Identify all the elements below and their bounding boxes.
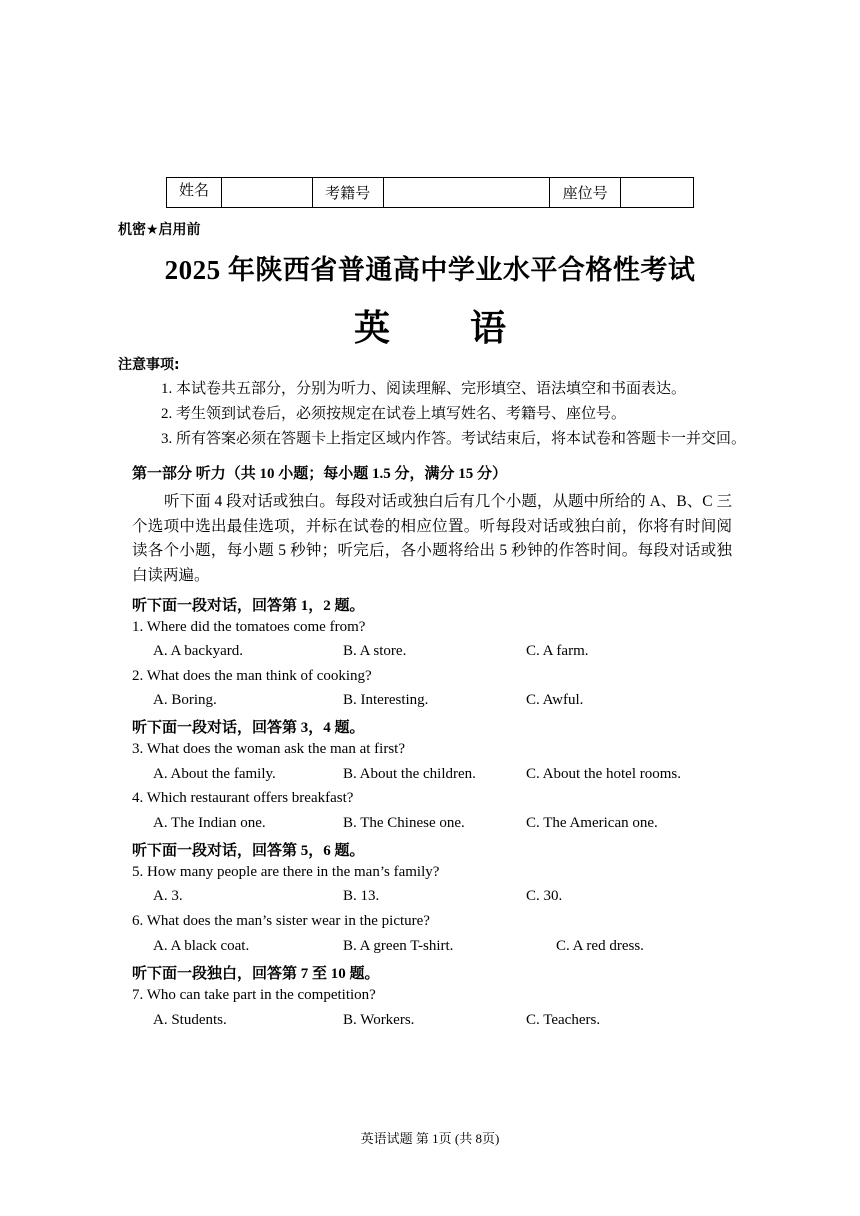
question-stem: 5. How many people are there in the man’s family? — [132, 864, 440, 880]
option-a[interactable]: A. 3. — [153, 888, 183, 904]
question-stem: 7. Who can take part in the competition? — [132, 987, 376, 1003]
exam-id-label: 考籍号 — [312, 178, 383, 208]
seat-field[interactable] — [621, 178, 694, 208]
subject-char-1: 英 — [353, 308, 390, 349]
option-c[interactable]: C. A red dress. — [556, 938, 644, 954]
name-label: 姓名 — [167, 178, 222, 208]
confidential-mark: 机密★启用前 — [118, 222, 201, 238]
question-stem: 4. Which restaurant offers breakfast? — [132, 790, 354, 806]
subject-char-2: 语 — [470, 308, 507, 349]
exam-title: 2025 年陕西省普通高中学业水平合格性考试 — [164, 255, 696, 285]
option-b[interactable]: B. 13. — [343, 888, 380, 904]
part-one-directions: 听下面 4 段对话或独白。每段对话或独白后有几个小题，从题中所给的 A、B、C 三个选项中选出最佳选项，并标在试卷的相应位置。听每段对话或独白前，你将有时间阅读各个小题，每小题 5 秒钟；听完后，各小题将给出 5 秒钟的作答时间。每段对话或独白读两遍。 — [132, 493, 732, 584]
notes-heading: 注意事项: — [118, 357, 180, 373]
option-a[interactable]: A. Students. — [153, 1012, 227, 1028]
option-b[interactable]: B. A store. — [343, 643, 407, 659]
note-item: 2. 考生领到试卷后，必须按规定在试卷上填写姓名、考籍号、座位号。 — [161, 406, 627, 422]
option-c[interactable]: C. A farm. — [526, 643, 589, 659]
section-instruction: 听下面一段独白，回答第 7 至 10 题。 — [132, 966, 380, 982]
question-stem: 2. What does the man think of cooking? — [132, 668, 372, 684]
option-b[interactable]: B. The Chinese one. — [343, 815, 465, 831]
note-item: 1. 本试卷共五部分，分别为听力、阅读理解、完形填空、语法填空和书面表达。 — [161, 381, 687, 397]
option-b[interactable]: B. About the children. — [343, 766, 476, 782]
option-a[interactable]: A. Boring. — [153, 692, 217, 708]
option-c[interactable]: C. About the hotel rooms. — [526, 766, 681, 782]
option-a[interactable]: A. About the family. — [153, 766, 276, 782]
question-stem: 6. What does the man’s sister wear in the picture? — [132, 913, 430, 929]
name-field[interactable] — [221, 178, 312, 208]
option-a[interactable]: A. The Indian one. — [153, 815, 266, 831]
question-stem: 1. Where did the tomatoes come from? — [132, 619, 366, 635]
section-instruction: 听下面一段对话，回答第 3，4 题。 — [132, 720, 365, 736]
question-stem: 3. What does the woman ask the man at first? — [132, 741, 405, 757]
option-b[interactable]: B. Interesting. — [343, 692, 429, 708]
student-info-table — [166, 177, 694, 208]
subject-title — [0, 300, 860, 351]
section-instruction: 听下面一段对话，回答第 5，6 题。 — [132, 843, 365, 859]
option-b[interactable]: B. Workers. — [343, 1012, 415, 1028]
page-footer: 英语试题 第 1页 (共 8页) — [360, 1131, 500, 1146]
section-instruction: 听下面一段对话，回答第 1，2 题。 — [132, 598, 365, 614]
option-c[interactable]: C. Teachers. — [526, 1012, 601, 1028]
option-a[interactable]: A. A backyard. — [153, 643, 243, 659]
part-one-title: 第一部分 听力（共 10 小题；每小题 1.5 分，满分 15 分） — [132, 466, 508, 482]
option-c[interactable]: C. The American one. — [526, 815, 658, 831]
exam-id-field[interactable] — [383, 178, 550, 208]
option-c[interactable]: C. Awful. — [526, 692, 584, 708]
note-item: 3. 所有答案必须在答题卡上指定区域内作答。考试结束后，将本试卷和答题卡一并交回。 — [161, 431, 747, 447]
option-b[interactable]: B. A green T-shirt. — [343, 938, 454, 954]
seat-label: 座位号 — [550, 178, 621, 208]
option-a[interactable]: A. A black coat. — [153, 938, 250, 954]
option-c[interactable]: C. 30. — [526, 888, 563, 904]
